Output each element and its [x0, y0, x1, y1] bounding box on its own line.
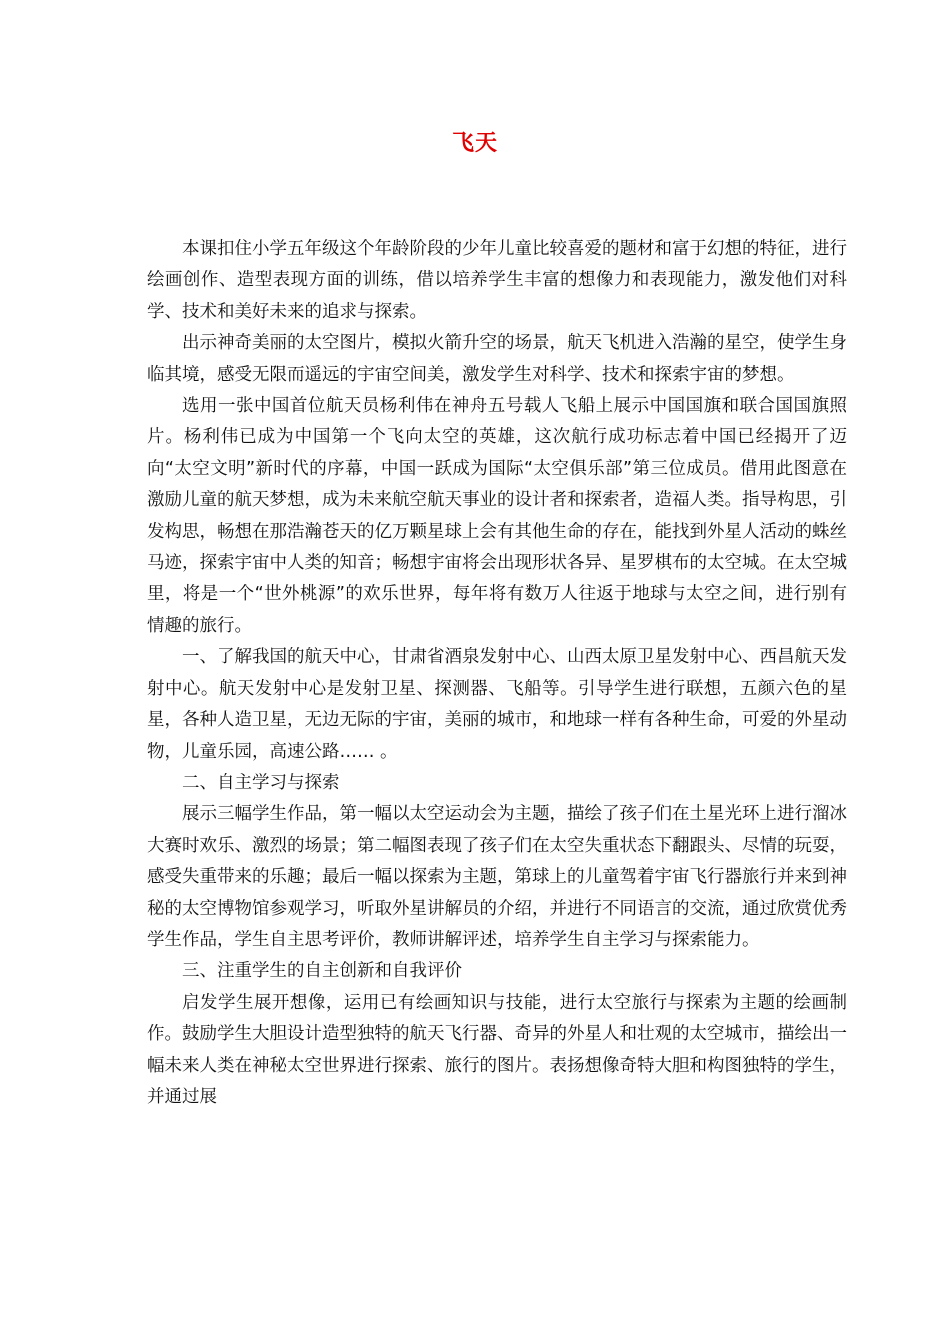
document-body [147, 234, 847, 1113]
section-heading-three: 三、注重学生的自主创新和自我评价 [182, 961, 462, 982]
paragraph-space-images: 出示神奇美丽的太空图片，模拟火箭升空的场景，航天飞机进入浩瀚的星空，使学生身临其境，感受无限而遥远的宇宙空间美，激发学生对科学、技术和探索宇宙的梦想。 [147, 333, 847, 385]
document-title: 飞天 [451, 131, 498, 156]
section-heading-two: 二、自主学习与探索 [182, 772, 340, 793]
paragraph-student-works: 展示三幅学生作品，第一幅以太空运动会为主题，描绘了孩子们在土星光环上进行溜冰大赛时欢乐、激烈的场景；第二幅图表现了孩子们在太空失重状态下翻跟头、尽情的玩耍，感受失重带来的乐趣；最后一幅以探索为主题，第球上的儿童驾着宇宙飞行器旅行并来到神秘的太空博物馆参观学习，听取外星讲解员的介绍，并进行不同语言的交流，通过欣赏优秀学生作品，学生自主思考评价，教师讲解评述，培养学生自主学习与探索能力。 [147, 804, 847, 950]
paragraph-intro: 本课扣住小学五年级这个年龄阶段的少年儿童比较喜爱的题材和富于幻想的特征，进行绘画创作、造型表现方面的训练，借以培养学生丰富的想像力和表现能力，激发他们对科学、技术和美好未来的追求与探索。 [147, 239, 847, 322]
paragraph-section-one: 一、了解我国的航天中心，甘肃省酒泉发射中心、山西太原卫星发射中心、西昌航天发射中心。航天发射中心是发射卫星、探测器、飞船等。引导学生进行联想，五颜六色的星星，各种人造卫星，无边无际的宇宙，美丽的城市，和地球一样有各种生命，可爱的外星动物，儿童乐园，高速公路…… 。 [147, 647, 847, 762]
paragraph-yang-liwei: 选用一张中国首位航天员杨利伟在神舟五号载人飞船上展示中国国旗和联合国国旗照片。杨利伟已成为中国第一个飞向太空的英雄，这次航行成功标志着中国已经揭开了迈向“太空文明”新时代的序幕，中国一跃成为国际“太空俱乐部”第三位成员。借用此图意在激励儿童的航天梦想，成为未来航空航天事业的设计者和探索者，造福人类。指导构思，引发构思，畅想在那浩瀚苍天的亿万颗星球上会有其他生命的存在，能找到外星人活动的蛛丝马迹，探索宇宙中人类的知音；畅想宇宙将会出现形状各异、星罗棋布的太空城。在太空城里，将是一个“世外桃源”的欢乐世界，每年将有数万人往返于地球与太空之间，进行别有情趣的旅行。 [147, 396, 847, 636]
paragraph-creative-drawing: 启发学生展开想像，运用已有绘画知识与技能，进行太空旅行与探索为主题的绘画制作。鼓励学生大胆设计造型独特的航天飞行器、奇异的外星人和壮观的太空城市，描绘出一幅未来人类在神秘太空世界进行探索、旅行的图片。表扬想像奇特大胆和构图独特的学生，并通过展 [147, 992, 847, 1107]
